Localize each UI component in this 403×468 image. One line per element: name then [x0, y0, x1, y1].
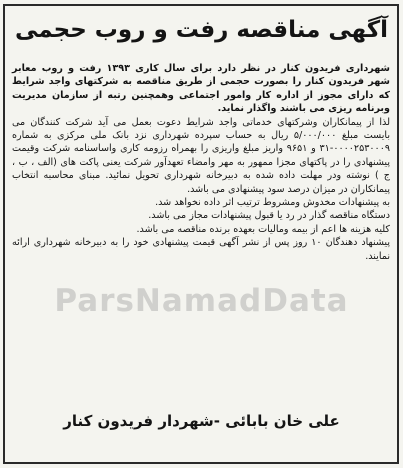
notice-paragraph-intro: شهرداری فریدون کنار در نظر دارد برای سال کاری ۱۳۹۳ رفت و روب معابر شهر فریدون کنار را بصورت حجمی از طریق مناقصه به شرکتهای واجد شرایط که دارای مجوز از اداره کار وامور اجتماعی وهمچنین رتبه از سازمان مدیریت وبرنامه ریزی می باشند واگذار نماید.: [12, 63, 390, 115]
watermark-text: ParsNamadData: [54, 283, 349, 319]
notice-paragraph-costs: کلیه هزینه ها اعم از بیمه ومالیات بعهده برنده مناقصه می باشد.: [136, 223, 390, 235]
notice-paragraph-rights: دستگاه مناقصه گذار در رد یا قبول پیشنهادات مجاز می باشد.: [148, 210, 390, 222]
notice-paragraph-terms: لذا از پیمانکاران وشرکتهای خدماتی واجد شرایط دعوت بعمل می آید شرکت کنندگان می بایست مبلغ ۵/۰۰۰/۰۰۰ ریال به حساب سپرده شهرداری نزد بانک ملی مرکزی به شماره ۰۰۰۰۲۵۳۰۰۰۹-۳۱ و ۹۶۵۱ واریز مبلغ واریزی را بهمراه رزومه کاری واساسنامه شرکت وقیمت پیشنهادی را در پاکتهای مجزا ممهور به مهر وامضاء تعهدآور شرکت یعنی پاکت های (الف ، ب ، ج ) نوشته ودر مهلت داده شده به دبیرخانه شهرداری تحویل نمائید. مبنای محاسبه انتخاب پیمانکاران در میزان درصد سود پیشنهادی می باشد.: [12, 116, 390, 195]
notice-signature: علی خان بابائی -شهردار فریدون کنار: [63, 412, 340, 430]
notice-body: [12, 62, 390, 263]
notice-title: آگهی مناقصه رفت و روب حجمی: [14, 17, 389, 43]
notice-paragraph-deadline: پیشنهاد دهندگان ۱۰ روز پس از نشر آگهی قیمت پیشنهادی خود را به دبیرخانه شهرداری ارائه نمایند.: [12, 237, 390, 262]
notice-paragraph-conditions: به پیشنهادات مخدوش ومشروط ترتیب اثر داده نخواهد شد.: [155, 197, 390, 209]
